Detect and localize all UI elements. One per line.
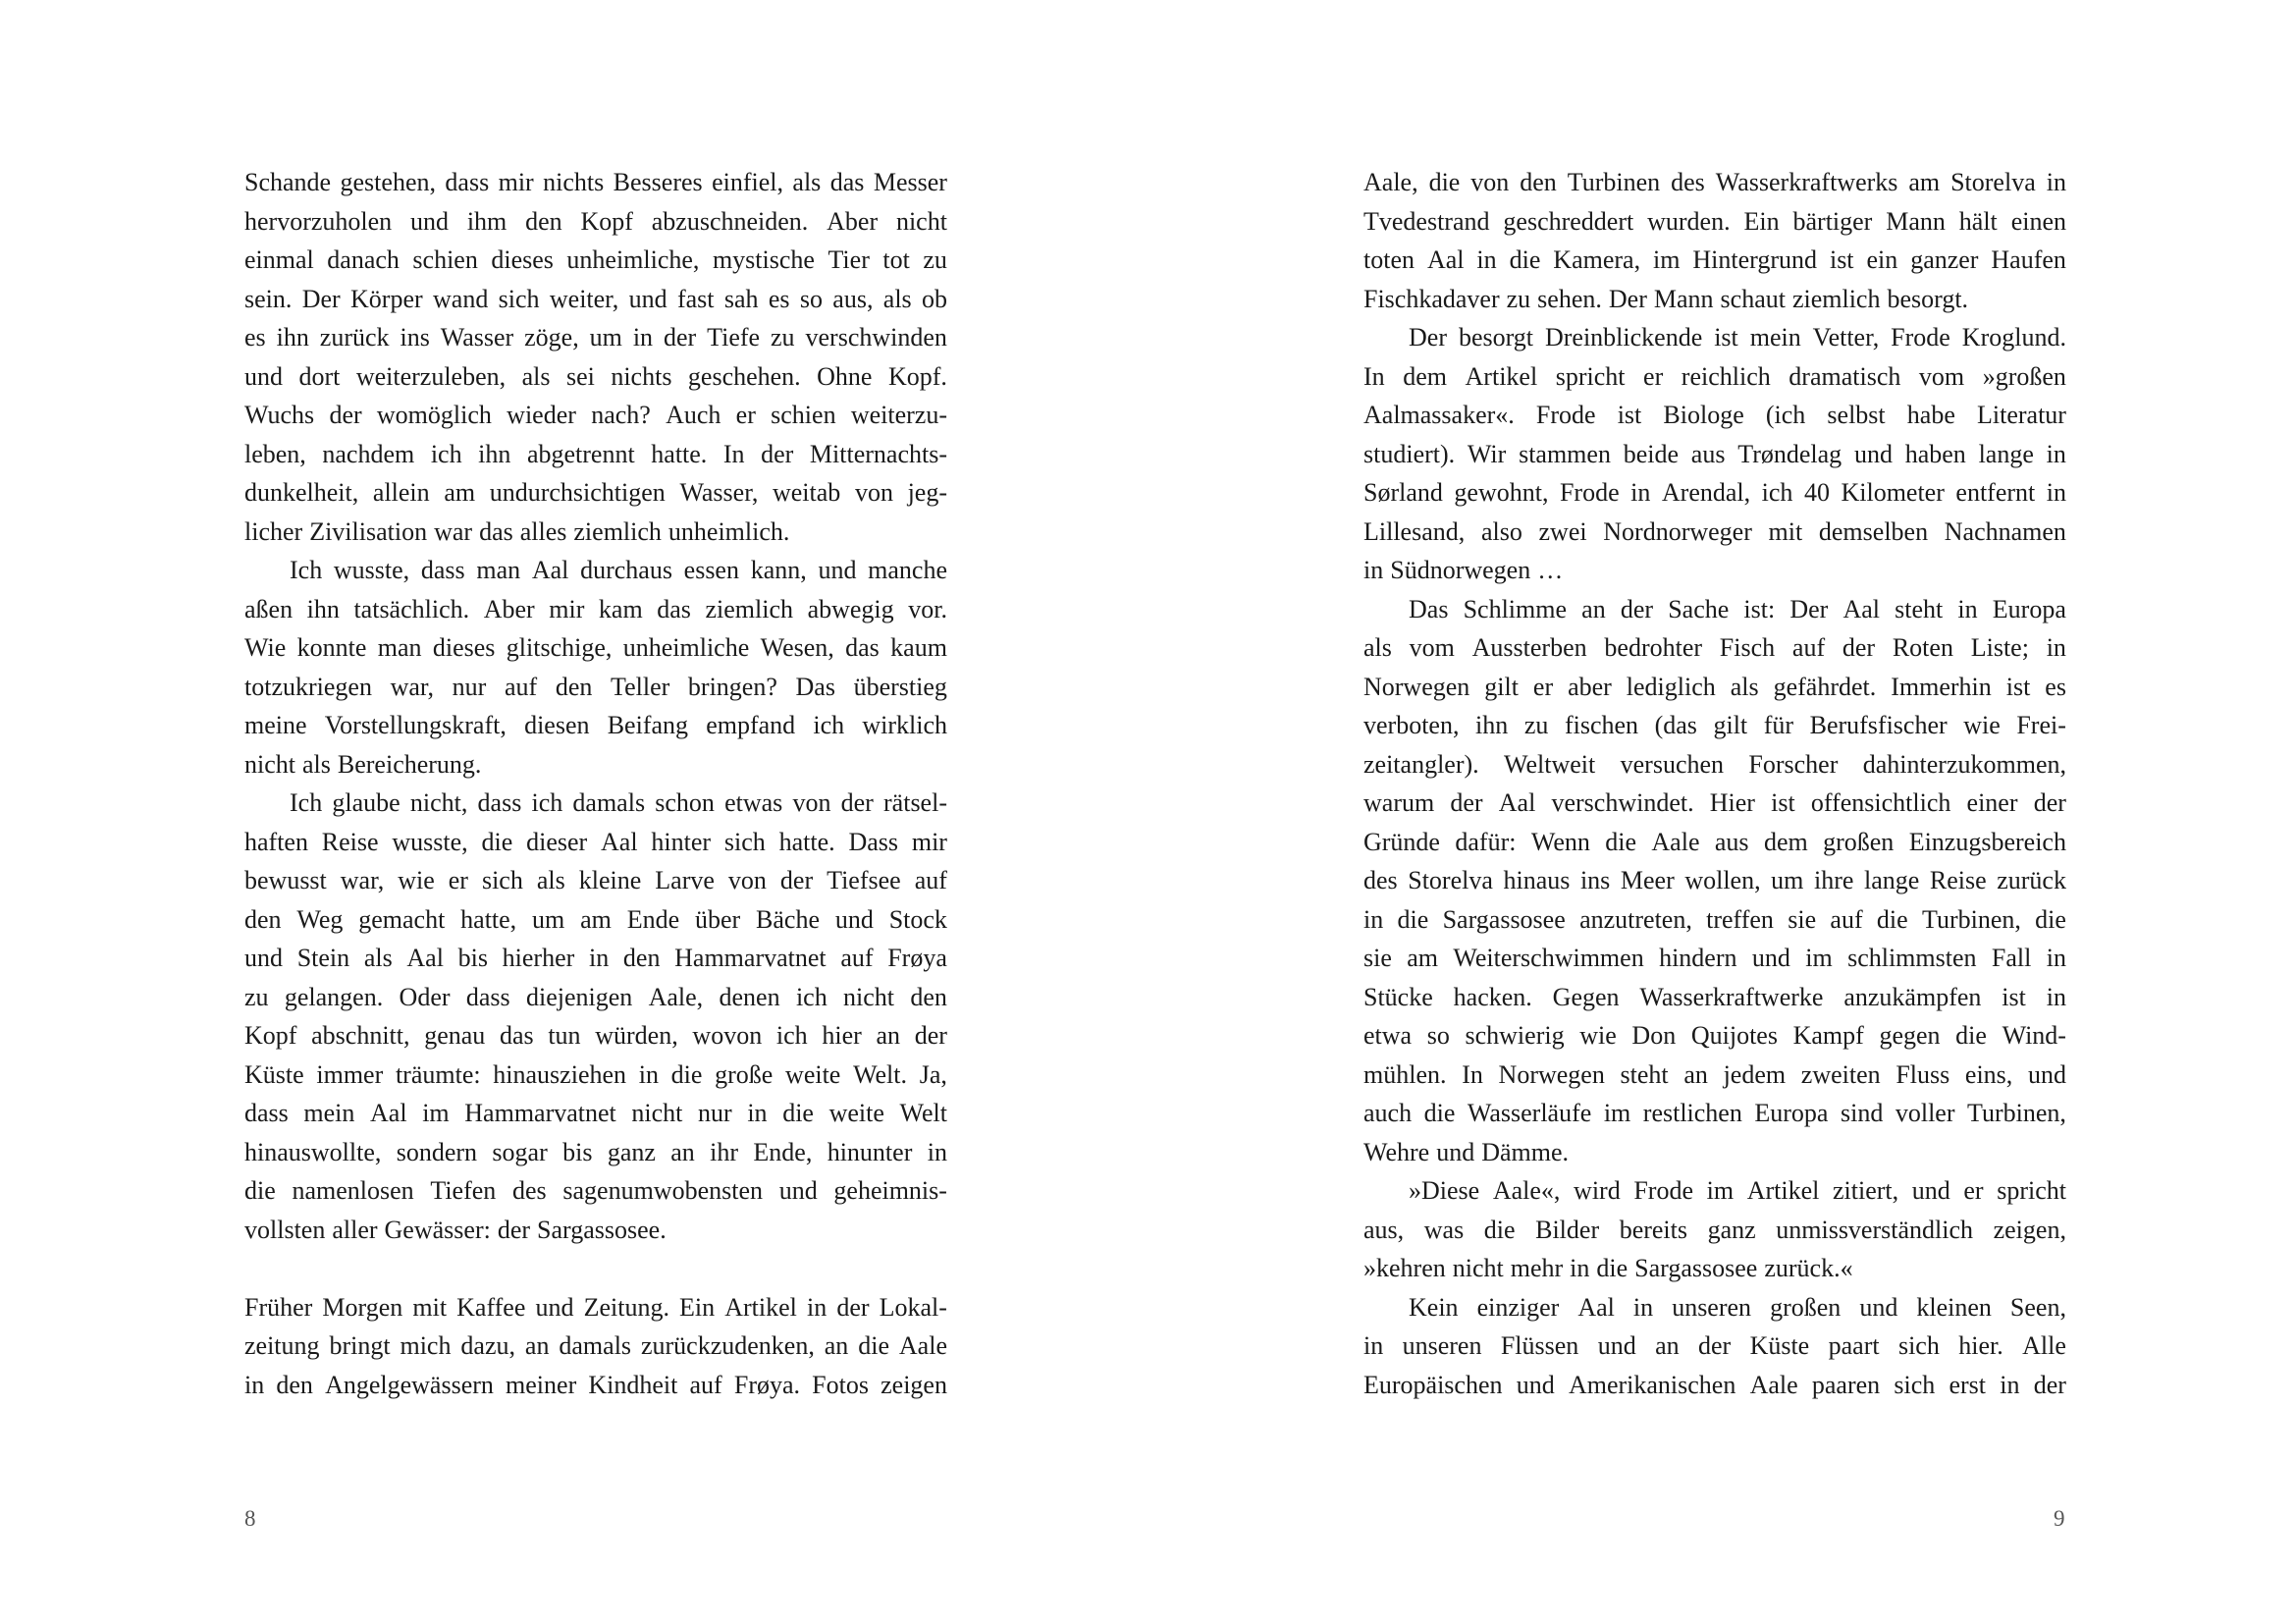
section-break [244,1249,947,1288]
left-page [244,163,947,1404]
text-line: und Stein als Aal bis hierher in den Hammarvatnet auf Frøya [244,944,947,972]
text-line: zu gelangen. Oder dass diejenigen Aale, denen ich nicht den [244,982,947,1011]
text-line: Lillesand, also zwei Nordnorweger mit demselben Nachnamen [1363,516,2066,546]
text-line: in unseren Flüssen und an der Küste paart sich hier. Alle [1363,1331,2066,1360]
text-line: in die Sargassosee anzutreten, treffen sie auf die Turbinen, die [1363,904,2066,934]
text-line: bewusst war, wie er sich als kleine Larve von der Tiefsee auf [244,866,947,894]
text-line: leben, nachdem ich ihn abgetrennt hatte. In der Mitternachts- [244,439,947,468]
text-line: dass mein Aal im Hammarvatnet nicht nur in die weite Welt [244,1099,947,1127]
text-line: Der besorgt Dreinblickende ist mein Vetter, Frode Kroglund. [1409,323,2066,352]
text-line: hinauswollte, sondern sogar bis ganz an ihr Ende, hinunter in [244,1137,947,1166]
paragraph [244,163,947,551]
paragraph [1363,1288,2066,1405]
page-number-right: 9 [2054,1506,2065,1531]
text-line: den Weg gemacht hatte, um am Ende über Bäche und Stock [244,904,947,934]
text-line: Gründe dafür: Wenn die Aale aus dem großen Einzugsbereich [1363,827,2066,856]
text-line: in den Angelgewässern meiner Kindheit auf Frøya. Fotos zeigen [244,1370,947,1399]
paragraph [244,551,947,784]
text-line: Das Schlimme an der Sache ist: Der Aal steht in Europa [1409,594,2066,623]
text-line: sein. Der Körper wand sich weiter, und fast sah es so aus, als ob [244,284,947,313]
text-line: verboten, ihn zu fischen (das gilt für Berufsfischer wie Frei- [1363,711,2066,739]
paragraph [244,784,947,1249]
text-line: Aale, die von den Turbinen des Wasserkraftwerks am Storelva in [1363,168,2066,196]
text-line: auch die Wasserläufe im restlichen Europa sind voller Turbinen, [1363,1099,2066,1127]
paragraph [1363,318,2066,590]
text-line: toten Aal in die Kamera, im Hintergrund ist ein ganzer Haufen [1363,245,2066,274]
text-line: hervorzuholen und ihm den Kopf abzuschneiden. Aber nicht [244,206,947,236]
text-line: Norwegen gilt er aber lediglich als gefährdet. Immerhin ist es [1363,672,2066,701]
text-line: sie am Weiterschwimmen hindern und im schlimmsten Fall in [1363,944,2066,972]
paragraph [1363,163,2066,318]
text-line: etwa so schwierig wie Don Quijotes Kampf gegen die Wind- [1363,1021,2066,1050]
text-line: Wehre und Dämme. [1363,1137,1570,1166]
text-line: des Storelva hinaus ins Meer wollen, um ihre lange Reise zurück [1363,866,2066,894]
text-line: es ihn zurück ins Wasser zöge, um in der Tiefe zu verschwinden [244,323,947,352]
text-line: aßen ihn tatsächlich. Aber mir kam das ziemlich abwegig vor. [244,594,947,623]
text-line: licher Zivilisation war das alles ziemlich unheimlich. [244,516,790,546]
text-line: Ich glaube nicht, dass ich damals schon etwas von der rätsel- [290,788,947,817]
text-line: in Südnorwegen … [1363,556,1564,584]
text-line: Früher Morgen mit Kaffee und Zeitung. Ein Artikel in der Lokal- [244,1292,947,1322]
text-line: und dort weiterzuleben, als sei nichts geschehen. Ohne Kopf. [244,361,947,391]
text-line: einmal danach schien dieses unheimliche, mystische Tier tot zu [244,245,947,274]
text-line: nicht als Bereicherung. [244,749,482,779]
text-line: warum der Aal verschwindet. Hier ist offensichtlich einer der [1363,788,2066,817]
text-line: aus, was die Bilder bereits ganz unmissverständlich zeigen, [1363,1215,2066,1244]
text-line: Tvedestrand geschreddert wurden. Ein bärtiger Mann hält einen [1363,206,2066,236]
text-line: Aalmassaker«. Frode ist Biologe (ich selbst habe Literatur [1363,401,2066,429]
text-line: »kehren nicht mehr in die Sargassosee zurück.« [1363,1254,1853,1282]
right-page [1363,163,2066,1404]
text-line: als vom Aussterben bedrohter Fisch auf der Roten Liste; in [1363,633,2066,662]
text-line: haften Reise wusste, die dieser Aal hinter sich hatte. Dass mir [244,827,947,856]
paragraph [1363,1171,2066,1288]
paragraph [1363,590,2066,1172]
text-line: die namenlosen Tiefen des sagenumwobensten und geheimnis- [244,1176,947,1205]
text-line: Europäischen und Amerikanischen Aale paaren sich erst in der [1363,1370,2066,1399]
text-line: Kein einziger Aal in unseren großen und kleinen Seen, [1409,1292,2066,1322]
text-line: Fischkadaver zu sehen. Der Mann schaut ziemlich besorgt. [1363,284,1969,313]
text-line: Wuchs der womöglich wieder nach? Auch er schien weiterzu- [244,401,947,429]
text-line: zeitangler). Weltweit versuchen Forscher dahinterzukommen, [1363,749,2066,779]
text-line: Wie konnte man dieses glitschige, unheimliche Wesen, das kaum [244,633,947,662]
text-line: dunkelheit, allein am undurchsichtigen Wasser, weitab von jeg- [244,478,947,507]
text-line: »Diese Aale«, wird Frode im Artikel zitiert, und er spricht [1409,1176,2066,1205]
text-line: Kopf abschnitt, genau das tun würden, wovon ich hier an der [244,1021,947,1050]
text-line: Stücke hacken. Gegen Wasserkraftwerke anzukämpfen ist in [1363,982,2066,1011]
text-line: meine Vorstellungskraft, diesen Beifang empfand ich wirklich [244,711,947,739]
text-line: Küste immer träumte: hinausziehen in die große weite Welt. Ja, [244,1059,947,1089]
page-number-left: 8 [244,1506,256,1531]
text-line: Schande gestehen, dass mir nichts Besseres einfiel, als das Messer [244,168,947,196]
text-line: mühlen. In Norwegen steht an jedem zweiten Fluss eins, und [1363,1059,2066,1089]
text-line: totzukriegen war, nur auf den Teller bringen? Das überstieg [244,672,947,701]
text-line: vollsten aller Gewässer: der Sargassosee. [244,1215,667,1244]
text-line: In dem Artikel spricht er reichlich dramatisch vom »großen [1363,361,2066,391]
paragraph [244,1288,947,1405]
text-line: studiert). Wir stammen beide aus Trøndelag und haben lange in [1363,439,2066,468]
text-line: zeitung bringt mich dazu, an damals zurückzudenken, an die Aale [244,1331,947,1360]
text-line: Ich wusste, dass man Aal durchaus essen kann, und manche [290,556,947,584]
text-line: Sørland gewohnt, Frode in Arendal, ich 40 Kilometer entfernt in [1363,478,2066,507]
